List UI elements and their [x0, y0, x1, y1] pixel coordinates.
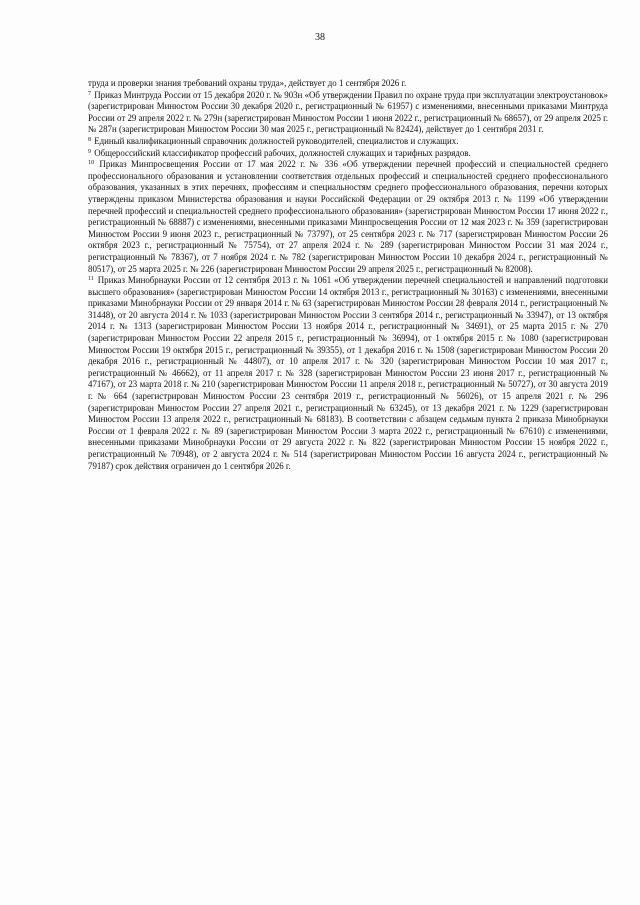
footnote-marker: 8	[88, 136, 91, 143]
footnote-text: Общероссийский классификатор профессий рабочих, должностей служащих и тарифных разрядов.	[94, 147, 471, 158]
footnote-marker: 7	[88, 90, 91, 97]
footnote-9	[88, 148, 608, 160]
footnote-continuation	[88, 78, 608, 90]
footnote-10	[88, 159, 608, 275]
footnote-marker: 11	[88, 276, 94, 283]
footnote-text: труда и проверки знания требований охраны труда», действует до 1 сентября 2026 г.	[88, 78, 407, 88]
footnotes-block	[88, 78, 608, 472]
footnote-11	[88, 275, 608, 472]
footnote-8	[88, 136, 608, 148]
footnote-text: Приказ Минтруда России от 15 декабря 2020 г. № 903н «Об утверждении Правил по охране труда при эксплуатации электроустановок» (зарегистрирован Минюстом России 30 декабря 2020 г., регистрационный № 61957) с изменениями, внесенными приказами Минтруда России от 29 апреля 2022 г. № 279н (зарегистрирован Минюстом России 1 июня 2022 г., регистрационный № 68657), от 29 апреля 2025 г. № 287н (зарегистрирован Минюстом России 30 мая 2025 г., регистрационный № 82424), действует до 1 сентября 2031 г.	[88, 89, 608, 135]
footnote-marker: 9	[88, 148, 91, 155]
footnote-7	[88, 90, 608, 136]
footnote-text: Приказ Минобрнауки России от 12 сентября 2013 г. № 1061 «Об утверждении перечней специальностей и направлений подготовки высшего образования» (зарегистрирован Минюстом России 14 октября 2013 г., регистрационный № 30163) с изменениями, внесенными приказами Минобрнауки России от 29 января 2014 г. № 63 (зарегистрирован Минюстом России 28 февраля 2014 г., регистрационный № 31448), от 20 августа 2014 г. № 1033 (зарегистрирован Минюстом России 3 сентября 2014 г., регистрационный № 33947), от 13 октября 2014 г. № 1313 (зарегистрирован Минюстом России 13 ноября 2014 г., регистрационный № 34691), от 25 марта 2015 г. № 270 (зарегистрирован Минюстом России 22 апреля 2015 г., регистрационный № 36994), от 1 октября 2015 г. № 1080 (зарегистрирован Минюстом России 19 октября 2015 г., регистрационный № 39355), от 1 декабря 2016 г. № 1508 (зарегистрирован Минюстом России 20 декабря 2016 г., регистрационный № 44807), от 10 апреля 2017 г. № 320 (зарегистрирован Минюстом России 10 мая 2017 г., регистрационный № 46662), от 11 апреля 2017 г. № 328 (зарегистрирован Минюстом России 23 июня 2017 г., регистрационный № 47167), от 23 марта 2018 г. № 210 (зарегистрирован Минюстом России 11 апреля 2018 г., регистрационный № 50727), от 30 августа 2019 г. № 664 (зарегистрирован Минюстом России 23 сентября 2019 г., регистрационный № 56026), от 15 апреля 2021 г. № 296 (зарегистрирован Минюстом России 27 апреля 2021 г., регистрационный № 63245), от 13 декабря 2021 г. № 1229 (зарегистрирован Минюстом России 13 апреля 2022 г., регистрационный № 68183). В соответствии с абзацем седьмым пункта 2 приказа Минобрнауки России от 1 февраля 2022 г. № 89 (зарегистрирован Минюстом России 3 марта 2022 г., регистрационный № 67610) с изменениями, внесенными приказами Минобрнауки России от 29 августа 2022 г. № 822 (зарегистрирован Минюстом России 15 ноября 2022 г., регистрационный № 70948), от 2 августа 2024 г. № 514 (зарегистрирован Минюстом России 16 августа 2024 г., регистрационный № 79187) срок действия ограничен до 1 сентября 2026 г.	[88, 275, 608, 471]
footnote-text: Приказ Минпросвещения России от 17 мая 2022 г. № 336 «Об утверждении перечней профессий и специальностей среднего профессионального образования и установлении соответствия отдельных профессий и специальностей среднего профессионального образования, указанных в этих перечнях, профессиям и специальностям среднего профессионального образования, перечни которых утверждены приказом Министерства образования и науки Российской Федерации от 29 октября 2013 г. № 1199 «Об утверждении перечней профессий и специальностей среднего профессионального образования» (зарегистрирован Минюстом России 17 июня 2022 г., регистрационный № 68887) с изменениями, внесенными приказами Минпросвещения России от 12 мая 2023 г. № 359 (зарегистрирован Минюстом России 9 июня 2023 г., регистрационный № 73797), от 25 сентября 2023 г. № 717 (зарегистрирован Минюстом России 26 октября 2023 г., регистрационный № 75754), от 27 апреля 2024 г. № 289 (зарегистрирован Минюстом России 31 мая 2024 г., регистрационный № 78367), от 7 ноября 2024 г. № 782 (зарегистрирован Минюстом России 10 декабря 2024 г., регистрационный № 80517), от 25 марта 2025 г. № 226 (зарегистрирован Минюстом России 29 апреля 2025 г., регистрационный № 82008).	[88, 159, 609, 274]
footnote-text: Единый квалификационный справочник должностей руководителей, специалистов и служащих.	[94, 135, 459, 146]
footnote-marker: 10	[88, 160, 94, 167]
page-number: 38	[315, 32, 325, 43]
